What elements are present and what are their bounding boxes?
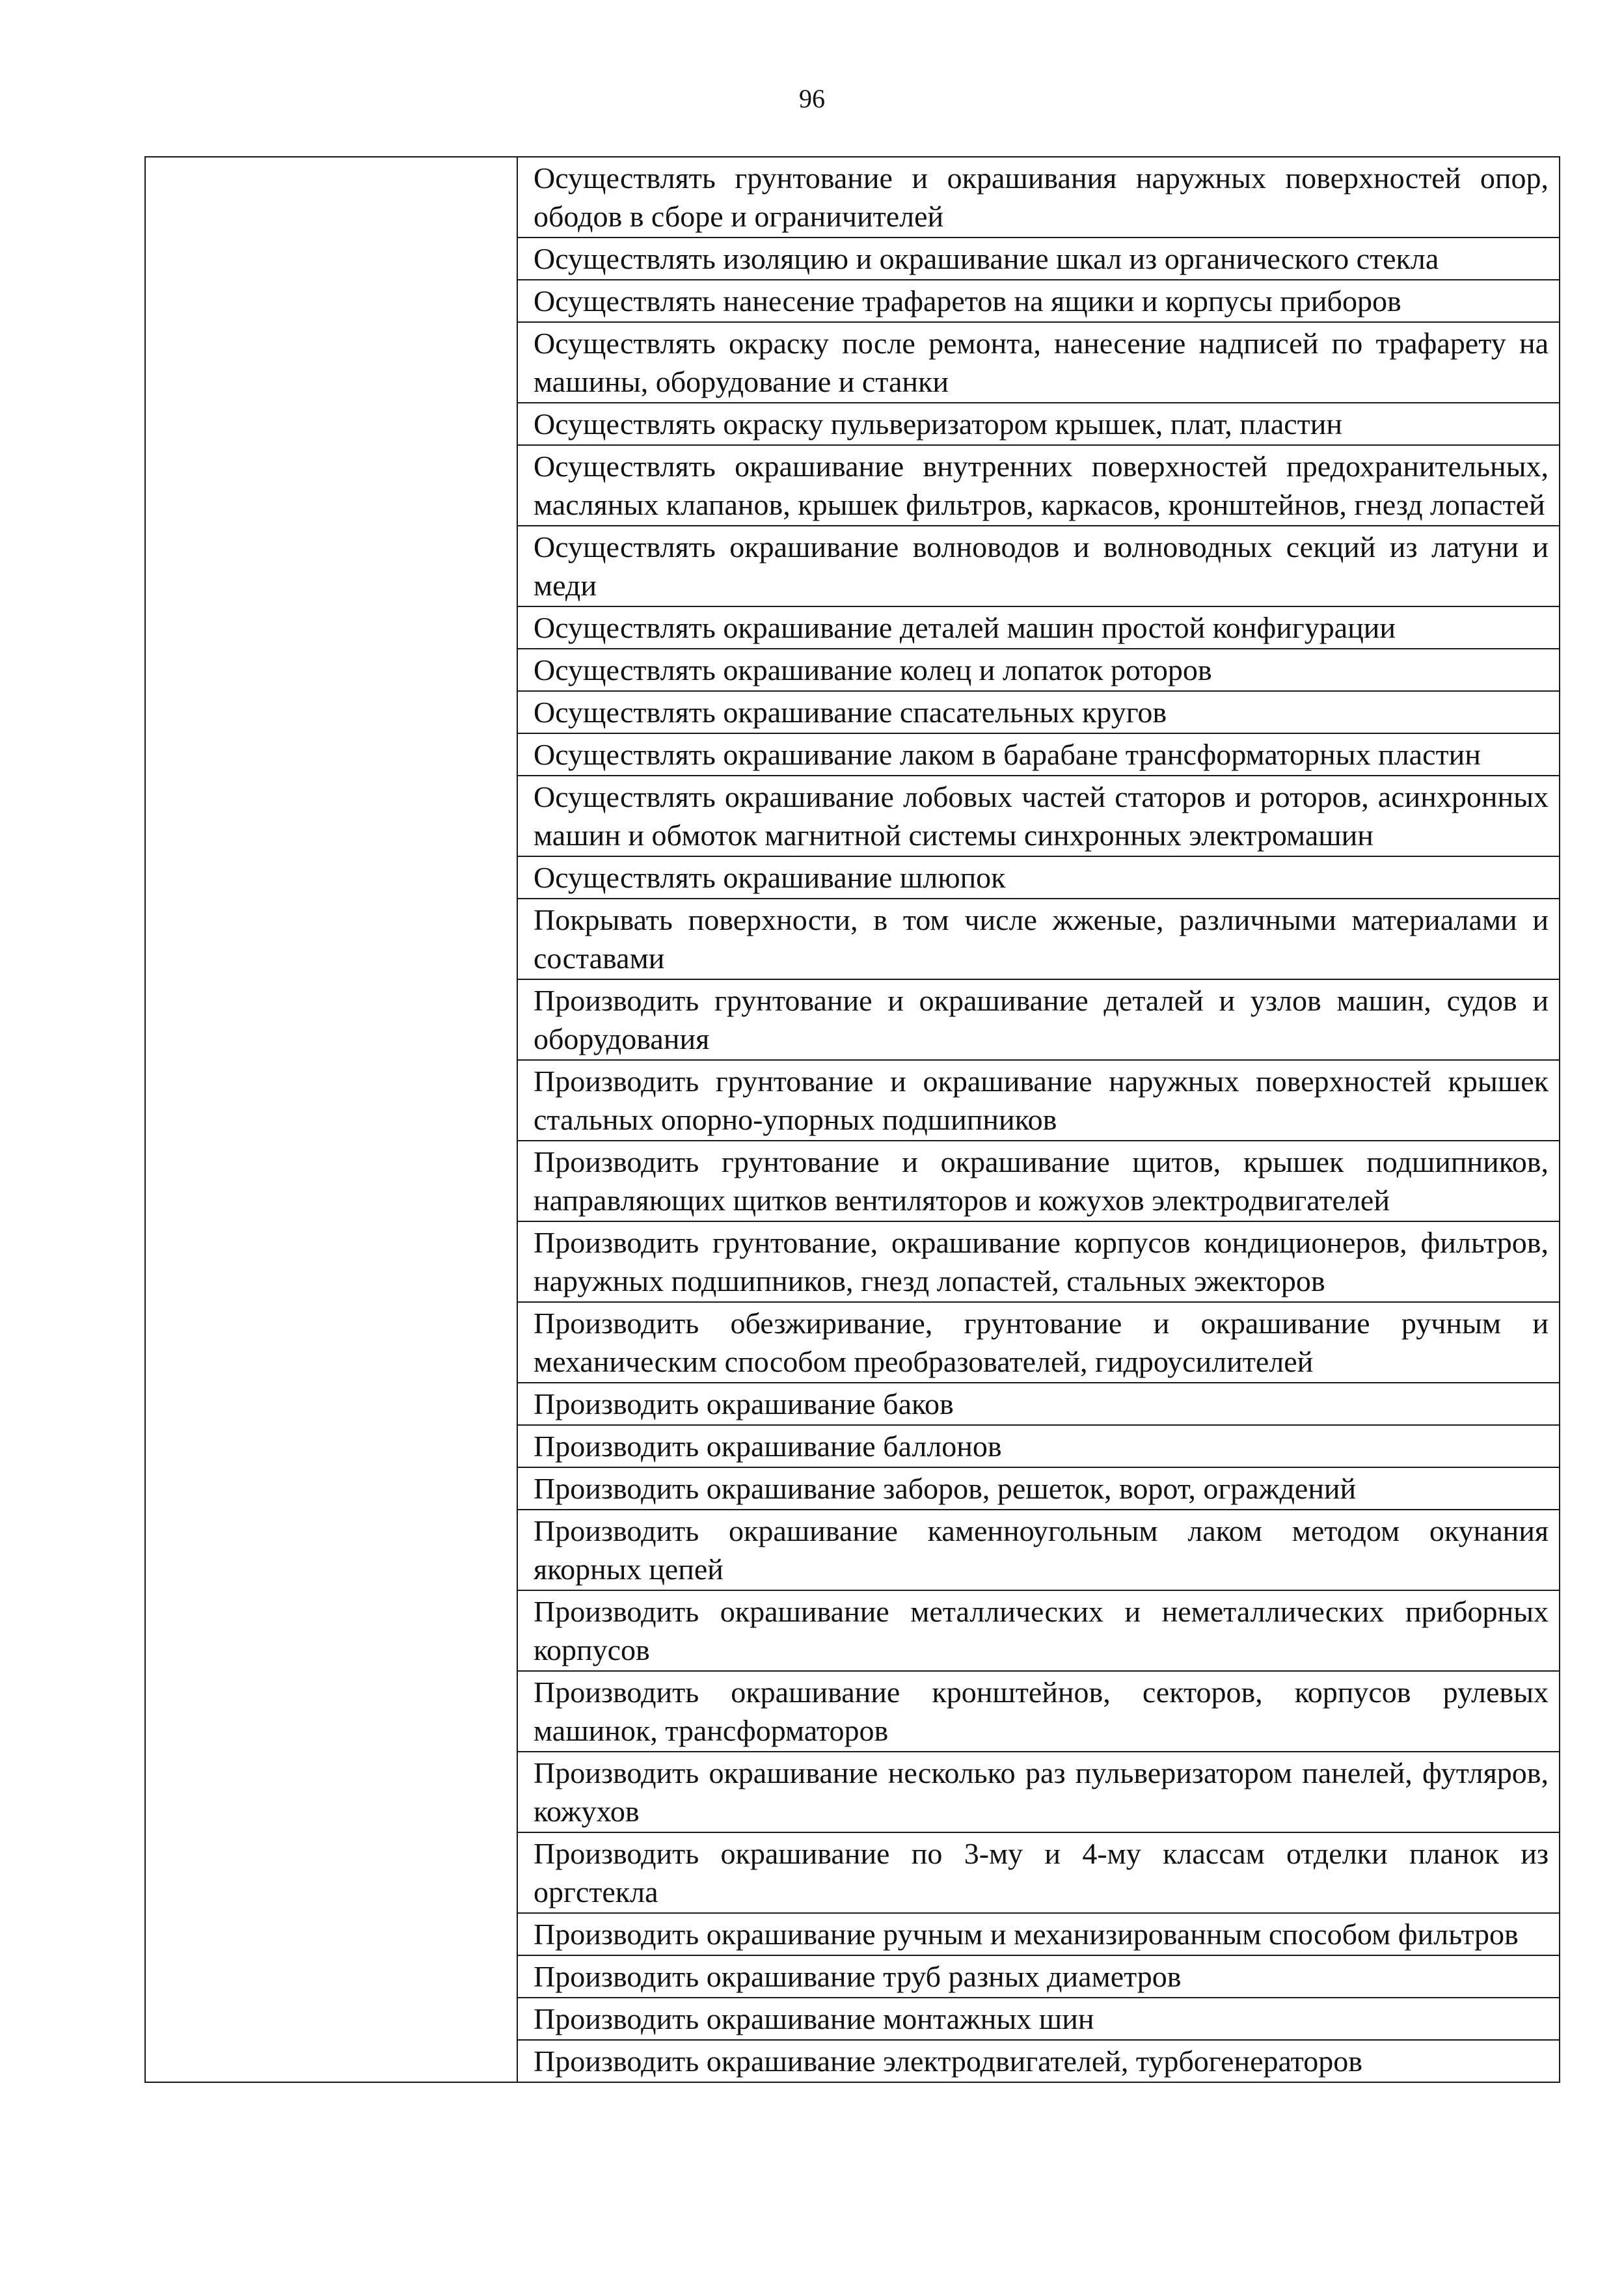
table-cell: Осуществлять окрашивание спасательных кругов xyxy=(517,691,1560,733)
table-cell: Осуществлять окраску после ремонта, нанесение надписей по трафарету на машины, оборудование и станки xyxy=(517,322,1560,403)
page-number: 96 xyxy=(799,84,825,113)
table-cell: Производить окрашивание ручным и механизированным способом фильтров xyxy=(517,1913,1560,1955)
table-cell: Осуществлять окраску пульверизатором крышек, плат, пластин xyxy=(517,403,1560,445)
table-cell: Осуществлять окрашивание волноводов и волноводных секций из латуни и меди xyxy=(517,526,1560,606)
table-cell: Производить окрашивание труб разных диаметров xyxy=(517,1955,1560,1998)
table-cell: Производить окрашивание каменноугольным лаком методом окунания якорных цепей xyxy=(517,1510,1560,1590)
table-cell: Осуществлять изоляцию и окрашивание шкал из органического стекла xyxy=(517,238,1560,280)
table-cell: Производить окрашивание электродвигателей, турбогенераторов xyxy=(517,2040,1560,2082)
table-cell: Производить окрашивание баков xyxy=(517,1383,1560,1425)
table-cell: Осуществлять окрашивание лаком в барабане трансформаторных пластин xyxy=(517,733,1560,776)
table-cell: Производить окрашивание несколько раз пульверизатором панелей, футляров, кожухов xyxy=(517,1752,1560,1832)
table-cell: Производить окрашивание монтажных шин xyxy=(517,1998,1560,2040)
table-cell: Производить окрашивание кронштейнов, секторов, корпусов рулевых машинок, трансформаторов xyxy=(517,1671,1560,1752)
table-cell: Осуществлять грунтование и окрашивания наружных поверхностей опор, ободов в сборе и ограничителей xyxy=(517,157,1560,238)
table-cell: Производить окрашивание баллонов xyxy=(517,1425,1560,1467)
duties-table-body xyxy=(145,157,1560,2082)
table-cell: Осуществлять окрашивание деталей машин простой конфигурации xyxy=(517,606,1560,649)
table-cell: Осуществлять окрашивание лобовых частей статоров и роторов, асинхронных машин и обмоток магнитной системы синхронных электромашин xyxy=(517,776,1560,856)
table-cell: Производить грунтование и окрашивание деталей и узлов машин, судов и оборудования xyxy=(517,979,1560,1060)
table-cell: Осуществлять окрашивание шлюпок xyxy=(517,856,1560,899)
table-cell: Осуществлять окрашивание внутренних поверхностей предохранительных, масляных клапанов, крышек фильтров, каркасов, кронштейнов, гнезд лопастей xyxy=(517,445,1560,526)
table-cell: Производить грунтование и окрашивание наружных поверхностей крышек стальных опорно-упорных подшипников xyxy=(517,1060,1560,1141)
table-cell: Производить окрашивание металлических и неметаллических приборных корпусов xyxy=(517,1590,1560,1671)
table-cell: Производить грунтование и окрашивание щитов, крышек подшипников, направляющих щитков вентиляторов и кожухов электродвигателей xyxy=(517,1141,1560,1221)
table-cell: Производить окрашивание заборов, решеток, ворот, ограждений xyxy=(517,1467,1560,1510)
table-cell: Производить обезжиривание, грунтование и окрашивание ручным и механическим способом преобразователей, гидроусилителей xyxy=(517,1302,1560,1383)
table-cell: Осуществлять нанесение трафаретов на ящики и корпусы приборов xyxy=(517,280,1560,322)
table-cell: Производить грунтование, окрашивание корпусов кондиционеров, фильтров, наружных подшипников, гнезд лопастей, стальных эжекторов xyxy=(517,1221,1560,1302)
table-cell: Осуществлять окрашивание колец и лопаток роторов xyxy=(517,649,1560,691)
table-cell: Производить окрашивание по 3-му и 4-му классам отделки планок из оргстекла xyxy=(517,1832,1560,1913)
table-cell: Покрывать поверхности, в том числе жженые, различными материалами и составами xyxy=(517,899,1560,979)
duties-table xyxy=(144,156,1560,2083)
table-left-cell xyxy=(145,157,517,2082)
table-row xyxy=(145,157,1560,238)
